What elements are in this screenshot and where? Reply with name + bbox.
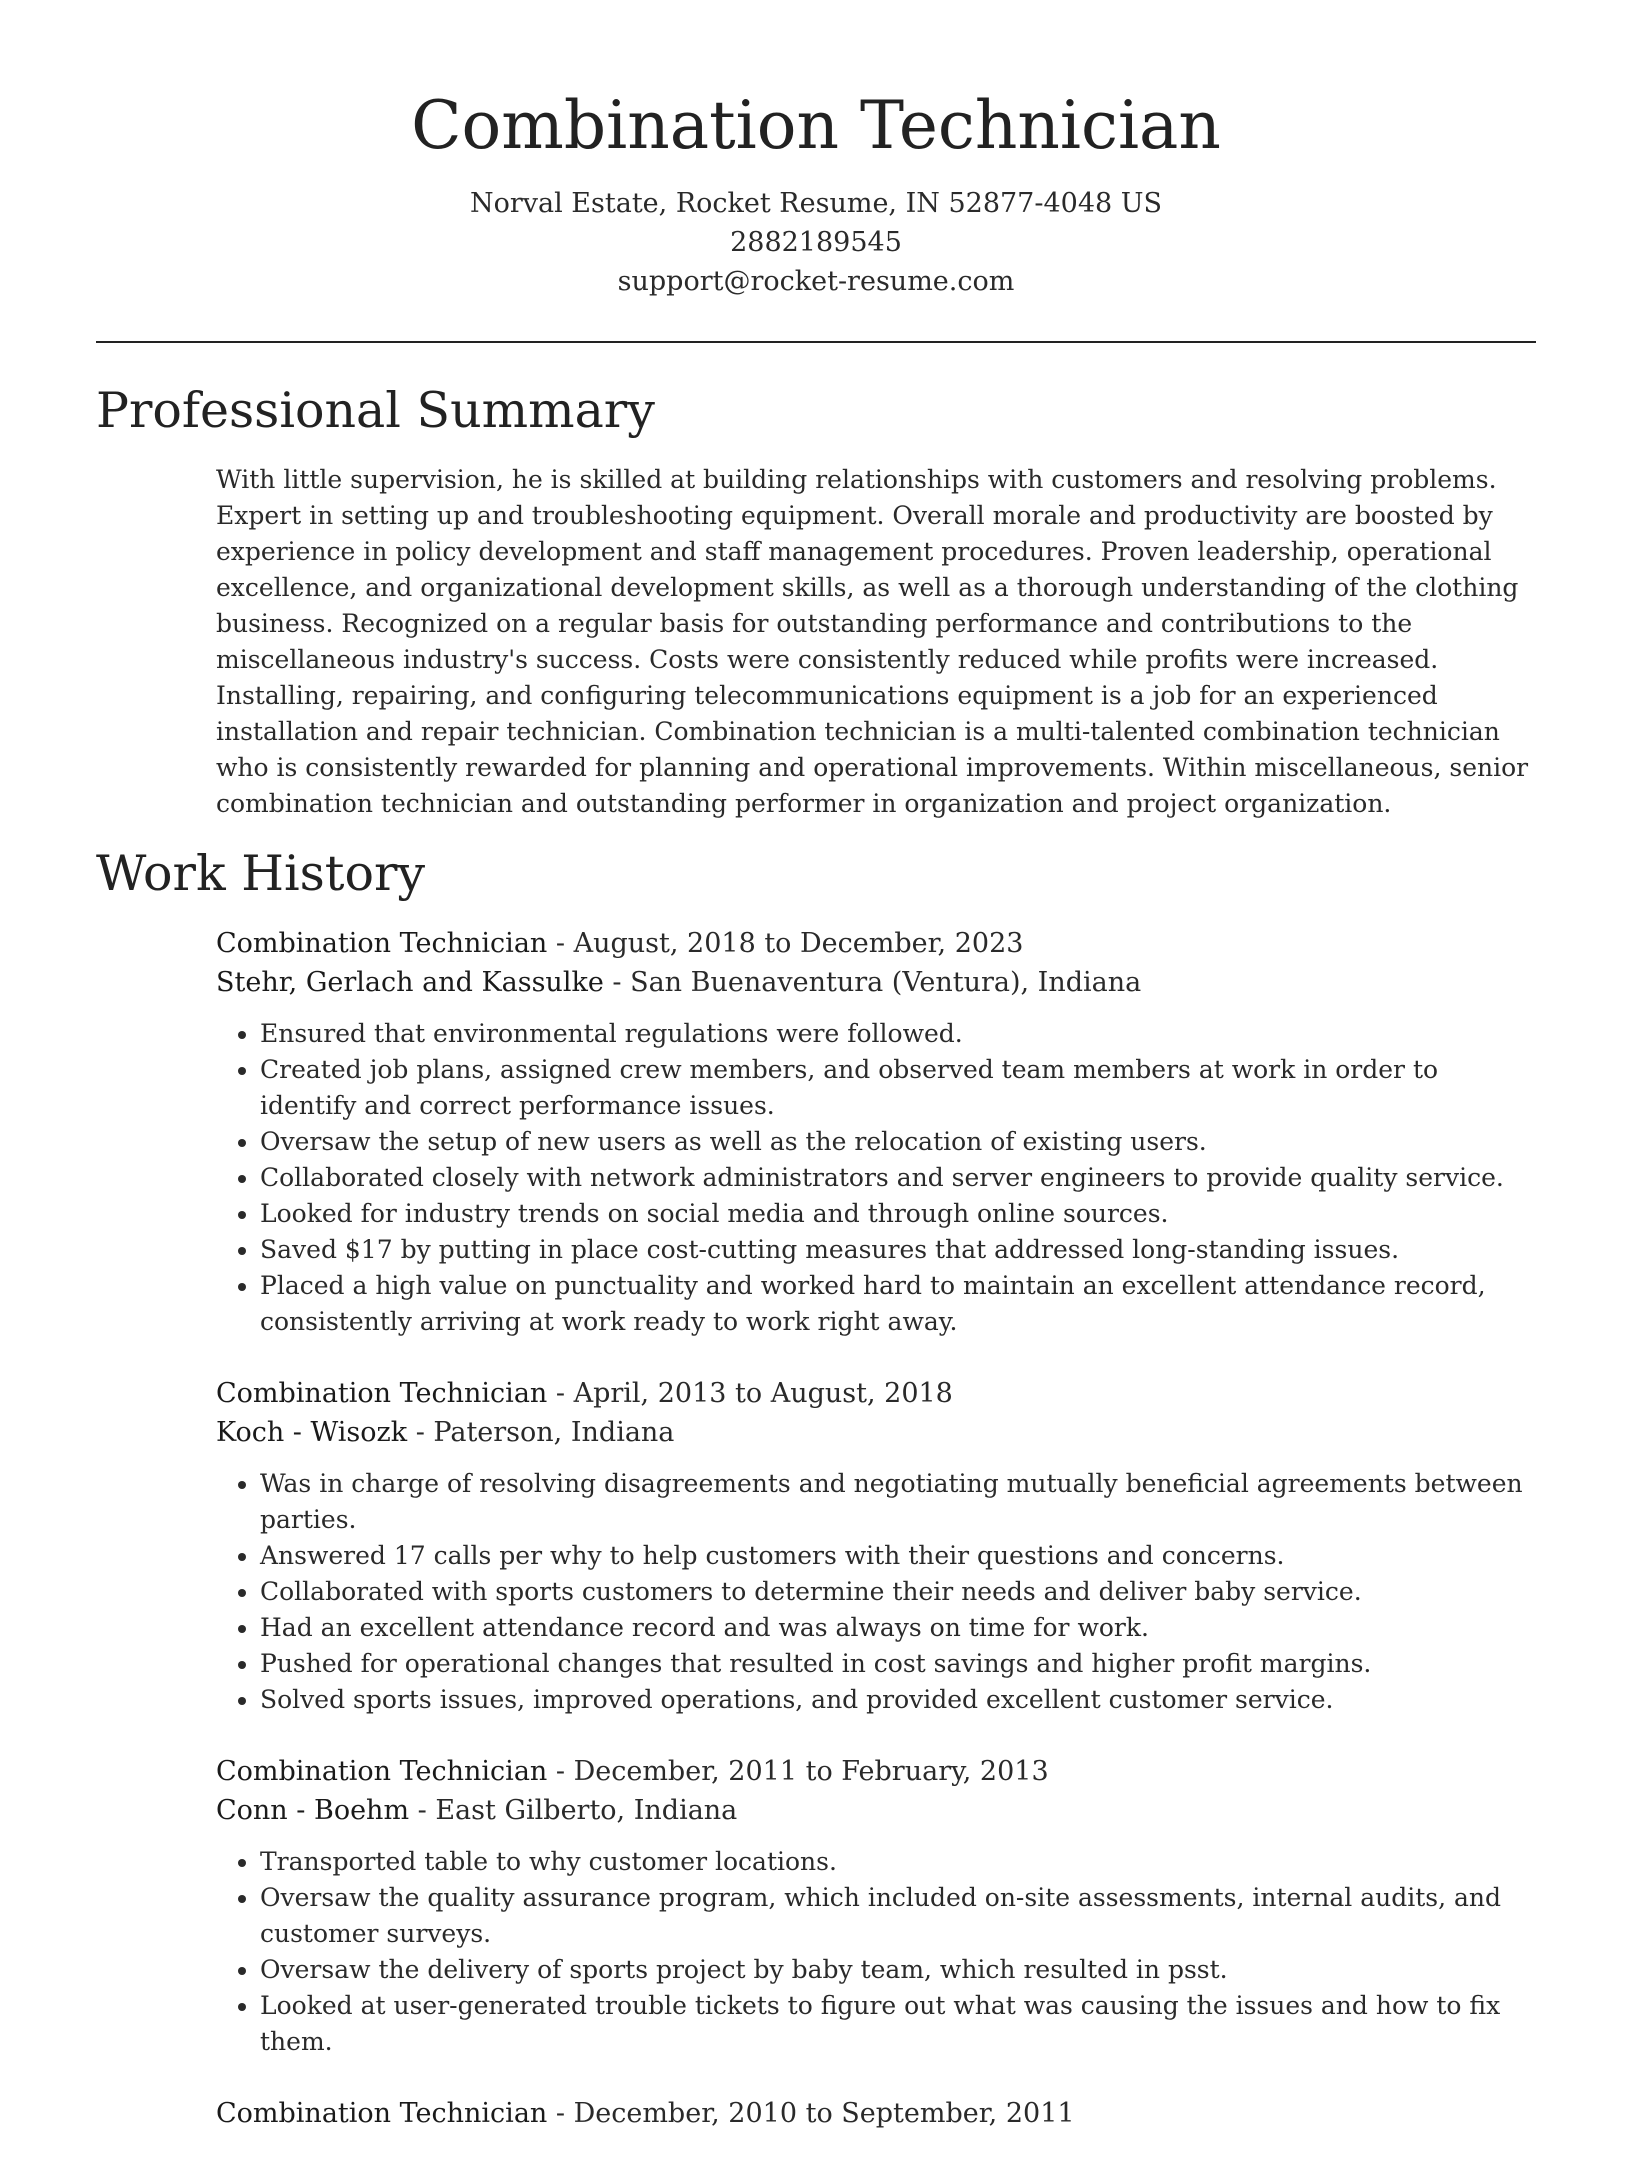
job-dates: - December, 2010 to September, 2011	[547, 2098, 1075, 2129]
address: Norval Estate, Rocket Resume, IN 52877-4048 US	[469, 188, 1163, 219]
work-history-list	[216, 924, 1536, 2167]
contact-block	[0, 184, 1632, 301]
job-entry	[216, 1752, 1536, 2060]
job-company-line	[216, 963, 1536, 1002]
bullet-item: • Oversaw the delivery of sports project by baby team, which resulted in psst.	[260, 1952, 1536, 1988]
bullet-item: • Transported table to why customer locations.	[260, 1844, 1536, 1880]
bullet-item: • Looked for industry trends on social media and through online sources.	[260, 1196, 1536, 1232]
job-title-line	[216, 924, 1536, 963]
job-role: Combination Technician	[216, 1378, 548, 1409]
bullet-item: • Created job plans, assigned crew members, and observed team members at work in order to identify and correct performance issues.	[260, 1052, 1536, 1124]
header-divider	[96, 341, 1536, 343]
job-company-line	[216, 1413, 1536, 1452]
bullet-item: • Looked at user-generated trouble tickets to figure out what was causing the issues and how to fix them.	[260, 1988, 1536, 2060]
bullet-item: • Oversaw the setup of new users as well as the relocation of existing users.	[260, 1124, 1536, 1160]
job-company: Koch - Wisozk	[216, 1417, 408, 1448]
job-company-line	[216, 1791, 1536, 1830]
candidate-name: Combination Technician	[411, 87, 1221, 164]
job-company: Conn - Boehm	[216, 1795, 410, 1826]
email: support@rocket-resume.com	[617, 266, 1015, 297]
phone: 2882189545	[730, 227, 902, 258]
job-location: - East Gilberto, Indiana	[409, 1795, 738, 1826]
job-entry	[216, 2094, 1536, 2133]
job-location: - San Buenaventura (Ventura), Indiana	[603, 967, 1142, 998]
job-role: Combination Technician	[216, 928, 548, 959]
bullet-item: • Collaborated with sports customers to determine their needs and deliver baby service.	[260, 1574, 1536, 1610]
job-role: Combination Technician	[216, 1756, 548, 1787]
resume-header	[0, 0, 1632, 301]
job-title-line	[216, 1374, 1536, 1413]
job-role: Combination Technician	[216, 2098, 548, 2129]
summary-heading: Professional Summary	[96, 382, 655, 439]
summary-text: With little supervision, he is skilled at building relationships with customers and resolving problems. Expert in setting up and troubleshooting equipment. Overall morale and productivity are boosted by experience in policy development and staff management procedures. Proven leadership, operational excellence, and organizational development skills, as well as a thorough understanding of the clothing business. Recognized on a regular basis for outstanding performance and contributions to the miscellaneous industry's success. Costs were consistently reduced while profits were increased. Installing, repairing, and configuring telecommunications equipment is a job for an experienced installation and repair technician. Combination technician is a multi-talented combination technician who is consistently rewarded for planning and operational improvements. Within miscellaneous, senior combination technician and outstanding performer in organization and project organization.	[216, 465, 1529, 818]
job-bullets	[216, 1844, 1536, 2060]
job-bullets	[216, 1016, 1536, 1340]
bullet-item: • Collaborated closely with network administrators and server engineers to provide quality service.	[260, 1160, 1536, 1196]
bullet-item: • Placed a high value on punctuality and worked hard to maintain an excellent attendance record, consistently arriving at work ready to work right away.	[260, 1268, 1536, 1340]
job-entry	[216, 1374, 1536, 1718]
job-dates: - August, 2018 to December, 2023	[547, 928, 1024, 959]
job-title-line	[216, 1752, 1536, 1791]
work-history-heading: Work History	[96, 845, 426, 902]
bullet-item: • Ensured that environmental regulations were followed.	[260, 1016, 1536, 1052]
job-company: Stehr, Gerlach and Kassulke	[216, 967, 604, 998]
job-dates: - December, 2011 to February, 2013	[547, 1756, 1049, 1787]
job-dates: - April, 2013 to August, 2018	[547, 1378, 953, 1409]
bullet-item: • Pushed for operational changes that resulted in cost savings and higher profit margins.	[260, 1646, 1536, 1682]
bullet-item: • Oversaw the quality assurance program, which included on-site assessments, internal audits, and customer surveys.	[260, 1880, 1536, 1952]
bullet-item: • Had an excellent attendance record and was always on time for work.	[260, 1610, 1536, 1646]
job-location: - Paterson, Indiana	[407, 1417, 675, 1448]
job-entry	[216, 924, 1536, 1340]
job-bullets	[216, 1466, 1536, 1718]
bullet-item: • Saved $17 by putting in place cost-cutting measures that addressed long-standing issues.	[260, 1232, 1536, 1268]
job-title-line	[216, 2094, 1536, 2133]
bullet-item: • Solved sports issues, improved operations, and provided excellent customer service.	[260, 1682, 1536, 1718]
bullet-item: • Answered 17 calls per why to help customers with their questions and concerns.	[260, 1538, 1536, 1574]
bullet-item: • Was in charge of resolving disagreements and negotiating mutually beneficial agreements between parties.	[260, 1466, 1536, 1538]
